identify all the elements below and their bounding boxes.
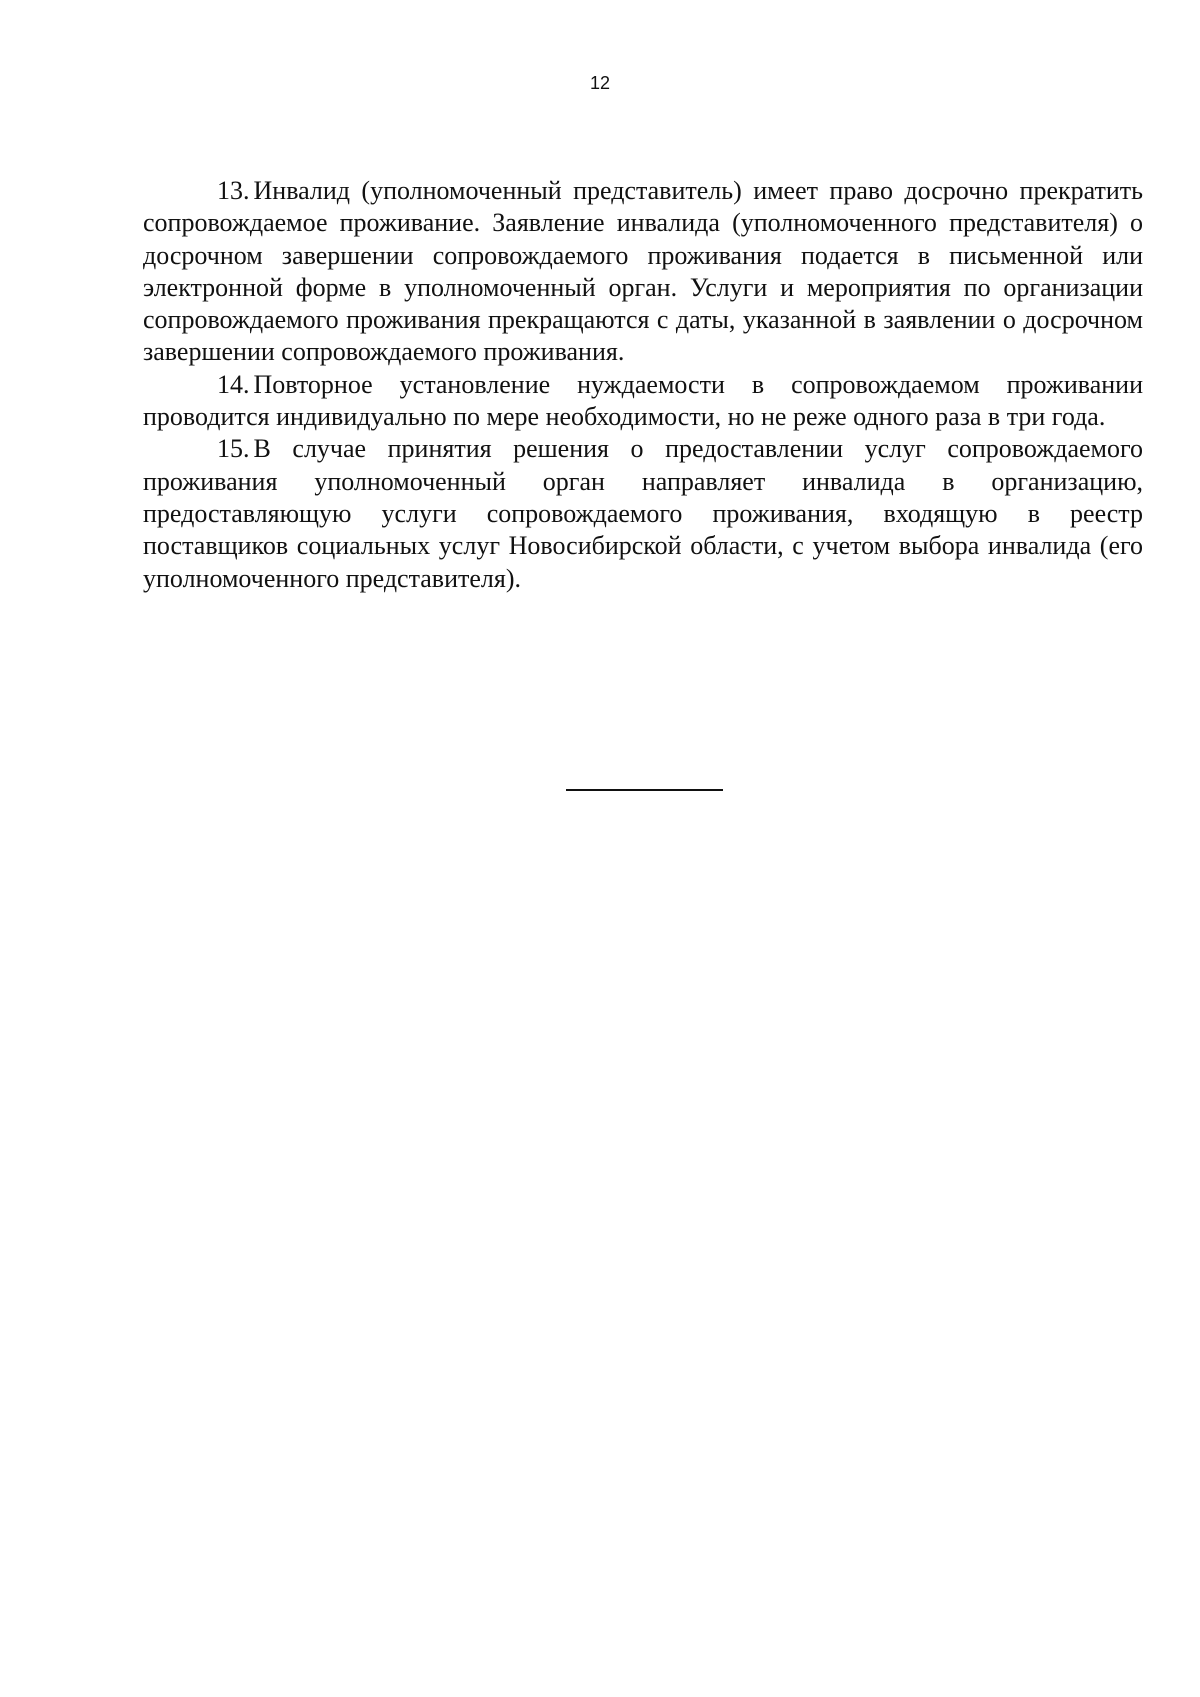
document-body xyxy=(143,175,1143,595)
end-of-document-rule xyxy=(566,789,723,791)
page-number: 12 xyxy=(589,73,611,93)
paragraph-number: 13. xyxy=(217,176,250,205)
paragraph-14 xyxy=(143,369,1143,434)
paragraph-text: В случае принятия решения о предоставлении услуг сопровождаемого проживания уполномоченный орган направляет инвалида в организацию, предоставляющую услуги сопровождаемого проживания, входящую в реестр поставщиков социальных услуг Новосибирской области, с учетом выбора инвалида (его уполномоченного представителя). xyxy=(143,434,1143,593)
paragraph-13 xyxy=(143,175,1143,369)
paragraph-number: 15. xyxy=(217,434,250,464)
paragraph-text: Инвалид (уполномоченный представитель) имеет право досрочно прекратить сопровождаемое проживание. Заявление инвалида (уполномоченного представителя) о досрочном завершении сопровождаемого проживания подается в письменной или электронной форме в уполномоченный орган. Услуги и мероприятия по организации сопровождаемого проживания прекращаются с даты, указанной в заявлении о досрочном завершении сопровождаемого проживания. xyxy=(143,176,1143,367)
paragraph-number: 14. xyxy=(217,369,250,399)
paragraph-text: Повторное установление нуждаемости в сопровождаемом проживании проводится индивидуально по мере необходимости, но не реже одного раза в три года. xyxy=(143,369,1143,432)
paragraph-15 xyxy=(143,433,1143,594)
